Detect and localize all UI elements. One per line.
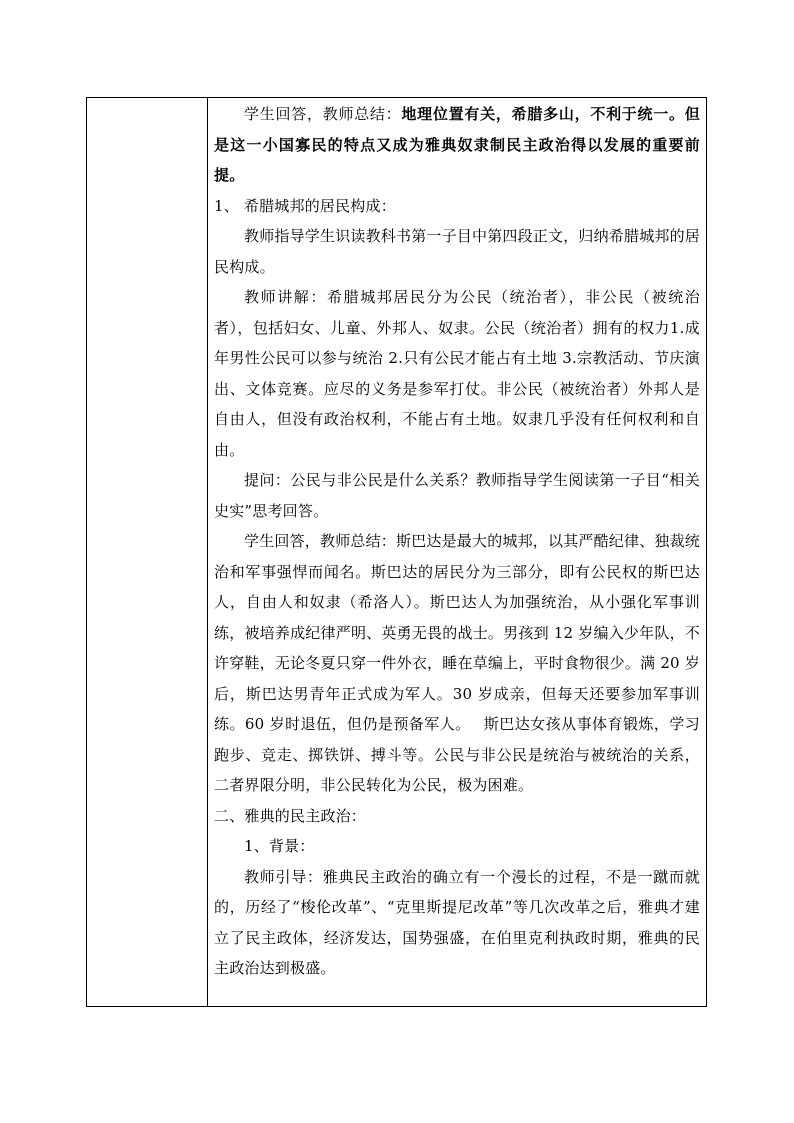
paragraph-athens-background: 教师引导：雅典民主政治的确立有一个漫长的过程，不是一蹴而就的，历经了“梭伦改革”、“克里斯提尼改革”等几次改革之后，雅典才建立了民主政体，经济发达，国势强盛，在伯里克利执政时期，雅典的民主政治达到极盛。 [214, 867, 700, 977]
summary-bold-text: 地理位置有关，希腊多山，不利于统一。但是这一小国寡民的特点又成为雅典奴隶制民主政治得以发展的重要前提。 [214, 105, 700, 184]
lesson-table [86, 97, 707, 1007]
paragraph-teacher-lecture: 教师讲解：希腊城邦居民分为公民（统治者），非公民（被统治者），包括妇女、儿童、外邦人、奴隶。公民（统治者）拥有的权力1.成年男性公民可以参与统治 2.只有公民才能占有土地 3.宗教活动、节庆演出、文体竞赛。应尽的义务是参军打仗。非公民（被统治者）外邦人是自由人，但没有政治权利，不能占有土地。奴隶几乎没有任何权利和自由。 [214, 288, 700, 459]
summary-normal-text: 学生回答，教师总结： [244, 105, 402, 123]
paragraph-question: 提问：公民与非公民是什么关系？教师指导学生阅读第一子目“相关史实”思考回答。 [214, 471, 700, 520]
paragraph-sparta-summary: 学生回答，教师总结：斯巴达是最大的城邦，以其严酷纪律、独裁统治和军事强悍而闻名。斯巴达的居民分为三部分，即有公民权的斯巴达人，自由人和奴隶（希洛人）。斯巴达人为加强统治，从小强化军事训练，被培养成纪律严明、英勇无畏的战士。男孩到 12 岁编入少年队，不许穿鞋，无论冬夏只穿一件外衣，睡在草编上，平时食物很少。满 20 岁后，斯巴达男青年正式成为军人。30 岁成亲，但每天还要参加军事训练。60 岁时退伍，但仍是预备军人。 斯巴达女孩从事体育锻炼，学习跑步、竞走、掷铁饼、搏斗等。公民与非公民是统治与被统治的关系，二者界限分明，非公民转化为公民，极为困难。 [214, 532, 701, 794]
heading-city-state-residents: 1、 希腊城邦的居民构成： [214, 196, 396, 215]
paragraph-summary-1 [214, 99, 700, 191]
right-column-cell [208, 98, 706, 1006]
heading-background: 1、背景： [244, 837, 315, 855]
paragraph-teacher-guidance: 教师指导学生识读教科书第一子目中第四段正文，归纳希腊城邦的居民构成。 [214, 227, 701, 276]
left-column-cell [87, 98, 208, 1006]
heading-athens-democracy: 二、雅典的民主政治： [214, 806, 367, 825]
